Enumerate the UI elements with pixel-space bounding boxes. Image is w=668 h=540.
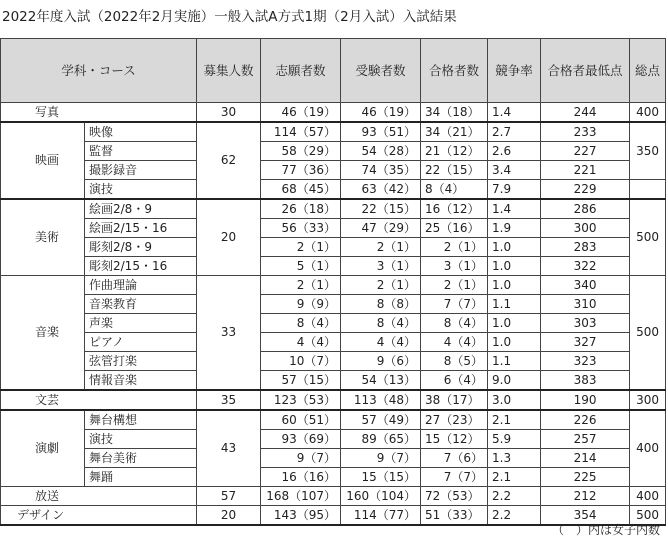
examinees-cell: 57（49） bbox=[341, 410, 421, 430]
min-score-cell: 212 bbox=[541, 487, 630, 506]
min-score-cell: 300 bbox=[541, 219, 630, 238]
ratio-cell: 5.9 bbox=[488, 430, 541, 449]
dept-cell: 音楽 bbox=[1, 276, 85, 391]
examinees-cell: 3（1） bbox=[341, 257, 421, 276]
course-cell: 演技 bbox=[85, 430, 197, 449]
passed-cell: 8（4） bbox=[421, 180, 488, 200]
min-score-cell: 225 bbox=[541, 468, 630, 487]
course-cell: 音楽教育 bbox=[85, 295, 197, 314]
course-cell: 作曲理論 bbox=[85, 276, 197, 295]
course-cell: 彫刻2/15・16 bbox=[85, 257, 197, 276]
page-title: 2022年度入試（2022年2月実施）一般入試A方式1期（2月入試）入試結果 bbox=[2, 9, 457, 25]
table-row bbox=[1, 449, 666, 468]
total-cell: 400 bbox=[630, 487, 666, 506]
passed-cell: 22（15） bbox=[421, 161, 488, 180]
examinees-cell: 15（15） bbox=[341, 468, 421, 487]
course-cell: 舞踊 bbox=[85, 468, 197, 487]
min-score-cell: 354 bbox=[541, 506, 630, 526]
min-score-cell: 322 bbox=[541, 257, 630, 276]
course-cell: 演技 bbox=[85, 180, 197, 200]
applicants-cell: 9（7） bbox=[261, 449, 341, 468]
min-score-cell: 286 bbox=[541, 199, 630, 219]
total-cell: 500 bbox=[630, 276, 666, 391]
examinees-cell: 74（35） bbox=[341, 161, 421, 180]
capacity-cell: 62 bbox=[197, 122, 261, 199]
total-cell: 300 bbox=[630, 390, 666, 410]
passed-cell: 38（17） bbox=[421, 390, 488, 410]
dept-cell: 文芸 bbox=[1, 390, 197, 410]
applicants-cell: 56（33） bbox=[261, 219, 341, 238]
passed-cell: 8（5） bbox=[421, 352, 488, 371]
examinees-cell: 9（7） bbox=[341, 449, 421, 468]
applicants-cell: 16（16） bbox=[261, 468, 341, 487]
table-row bbox=[1, 180, 666, 200]
examinees-cell: 89（65） bbox=[341, 430, 421, 449]
ratio-cell: 1.0 bbox=[488, 257, 541, 276]
table-row bbox=[1, 314, 666, 333]
total-cell: 350 bbox=[630, 122, 666, 180]
capacity-cell: 57 bbox=[197, 487, 261, 506]
course-cell: 映像 bbox=[85, 122, 197, 142]
ratio-cell: 1.4 bbox=[488, 199, 541, 219]
min-score-cell: 244 bbox=[541, 103, 630, 123]
course-cell: 声楽 bbox=[85, 314, 197, 333]
applicants-cell: 93（69） bbox=[261, 430, 341, 449]
course-cell: ピアノ bbox=[85, 333, 197, 352]
examinees-cell: 63（42） bbox=[341, 180, 421, 200]
passed-cell: 7（7） bbox=[421, 295, 488, 314]
passed-cell: 72（53） bbox=[421, 487, 488, 506]
min-score-cell: 310 bbox=[541, 295, 630, 314]
capacity-cell: 43 bbox=[197, 410, 261, 487]
passed-cell: 8（4） bbox=[421, 314, 488, 333]
examinees-cell: 22（15） bbox=[341, 199, 421, 219]
examinees-cell: 54（28） bbox=[341, 142, 421, 161]
capacity-cell: 30 bbox=[197, 103, 261, 123]
table-row bbox=[1, 103, 666, 123]
total-cell: 400 bbox=[630, 103, 666, 123]
passed-cell: 16（12） bbox=[421, 199, 488, 219]
passed-cell: 34（21） bbox=[421, 122, 488, 142]
passed-cell: 15（12） bbox=[421, 430, 488, 449]
table-row bbox=[1, 122, 666, 142]
table-row bbox=[1, 430, 666, 449]
results-table bbox=[0, 38, 666, 526]
applicants-cell: 5（1） bbox=[261, 257, 341, 276]
capacity-cell: 33 bbox=[197, 276, 261, 391]
table-row bbox=[1, 468, 666, 487]
header-applicants: 志願者数 bbox=[261, 39, 341, 103]
passed-cell: 3（1） bbox=[421, 257, 488, 276]
course-cell: 絵画2/15・16 bbox=[85, 219, 197, 238]
passed-cell: 34（18） bbox=[421, 103, 488, 123]
course-cell: 舞台構想 bbox=[85, 410, 197, 430]
total-cell: 400 bbox=[630, 410, 666, 487]
table-row bbox=[1, 238, 666, 257]
total-cell bbox=[630, 180, 666, 200]
applicants-cell: 4（4） bbox=[261, 333, 341, 352]
capacity-cell: 35 bbox=[197, 390, 261, 410]
capacity-cell: 20 bbox=[197, 199, 261, 276]
applicants-cell: 168（107） bbox=[261, 487, 341, 506]
min-score-cell: 303 bbox=[541, 314, 630, 333]
min-score-cell: 226 bbox=[541, 410, 630, 430]
ratio-cell: 7.9 bbox=[488, 180, 541, 200]
header-examinees: 受験者数 bbox=[341, 39, 421, 103]
course-cell: 絵画2/8・9 bbox=[85, 199, 197, 219]
ratio-cell: 2.1 bbox=[488, 410, 541, 430]
ratio-cell: 1.9 bbox=[488, 219, 541, 238]
ratio-cell: 2.1 bbox=[488, 468, 541, 487]
applicants-cell: 114（57） bbox=[261, 122, 341, 142]
min-score-cell: 327 bbox=[541, 333, 630, 352]
table-row bbox=[1, 219, 666, 238]
min-score-cell: 190 bbox=[541, 390, 630, 410]
header-passed: 合格者数 bbox=[421, 39, 488, 103]
examinees-cell: 9（6） bbox=[341, 352, 421, 371]
examinees-cell: 8（4） bbox=[341, 314, 421, 333]
min-score-cell: 233 bbox=[541, 122, 630, 142]
ratio-cell: 2.6 bbox=[488, 142, 541, 161]
table-row bbox=[1, 333, 666, 352]
ratio-cell: 1.0 bbox=[488, 314, 541, 333]
passed-cell: 6（4） bbox=[421, 371, 488, 391]
course-cell: 監督 bbox=[85, 142, 197, 161]
min-score-cell: 229 bbox=[541, 180, 630, 200]
header-course: 学科・コース bbox=[1, 39, 197, 103]
applicants-cell: 77（36） bbox=[261, 161, 341, 180]
course-cell: 弦管打楽 bbox=[85, 352, 197, 371]
total-cell: 500 bbox=[630, 199, 666, 276]
dept-cell: 演劇 bbox=[1, 410, 85, 487]
ratio-cell: 1.0 bbox=[488, 333, 541, 352]
table-row bbox=[1, 410, 666, 430]
applicants-cell: 68（45） bbox=[261, 180, 341, 200]
applicants-cell: 46（19） bbox=[261, 103, 341, 123]
min-score-cell: 283 bbox=[541, 238, 630, 257]
applicants-cell: 57（15） bbox=[261, 371, 341, 391]
applicants-cell: 9（9） bbox=[261, 295, 341, 314]
course-cell: 彫刻2/8・9 bbox=[85, 238, 197, 257]
course-cell: 情報音楽 bbox=[85, 371, 197, 391]
passed-cell: 4（4） bbox=[421, 333, 488, 352]
dept-cell: デザイン bbox=[1, 506, 197, 526]
dept-cell: 美術 bbox=[1, 199, 85, 276]
course-cell: 舞台美術 bbox=[85, 449, 197, 468]
header-row bbox=[1, 39, 666, 103]
examinees-cell: 47（29） bbox=[341, 219, 421, 238]
footnote: （ ）内は女子内数 bbox=[551, 523, 660, 537]
header-ratio: 競争率 bbox=[488, 39, 541, 103]
applicants-cell: 2（1） bbox=[261, 276, 341, 295]
examinees-cell: 54（13） bbox=[341, 371, 421, 391]
table-row bbox=[1, 371, 666, 391]
table-row bbox=[1, 390, 666, 410]
ratio-cell: 1.0 bbox=[488, 276, 541, 295]
passed-cell: 51（33） bbox=[421, 506, 488, 526]
ratio-cell: 1.3 bbox=[488, 449, 541, 468]
dept-cell: 映画 bbox=[1, 122, 85, 199]
table-row bbox=[1, 142, 666, 161]
ratio-cell: 9.0 bbox=[488, 371, 541, 391]
applicants-cell: 10（7） bbox=[261, 352, 341, 371]
passed-cell: 2（1） bbox=[421, 276, 488, 295]
examinees-cell: 2（1） bbox=[341, 276, 421, 295]
dept-cell: 写真 bbox=[1, 103, 197, 123]
examinees-cell: 93（51） bbox=[341, 122, 421, 142]
table-row bbox=[1, 199, 666, 219]
table-row bbox=[1, 276, 666, 295]
min-score-cell: 383 bbox=[541, 371, 630, 391]
ratio-cell: 3.0 bbox=[488, 390, 541, 410]
examinees-cell: 4（4） bbox=[341, 333, 421, 352]
header-min-score: 合格者最低点 bbox=[541, 39, 630, 103]
capacity-cell: 20 bbox=[197, 506, 261, 526]
applicants-cell: 143（95） bbox=[261, 506, 341, 526]
passed-cell: 25（16） bbox=[421, 219, 488, 238]
min-score-cell: 257 bbox=[541, 430, 630, 449]
ratio-cell: 1.4 bbox=[488, 103, 541, 123]
applicants-cell: 58（29） bbox=[261, 142, 341, 161]
header-capacity: 募集人数 bbox=[197, 39, 261, 103]
min-score-cell: 221 bbox=[541, 161, 630, 180]
table-row bbox=[1, 487, 666, 506]
ratio-cell: 1.1 bbox=[488, 352, 541, 371]
examinees-cell: 46（19） bbox=[341, 103, 421, 123]
ratio-cell: 2.2 bbox=[488, 506, 541, 526]
examinees-cell: 2（1） bbox=[341, 238, 421, 257]
examinees-cell: 114（77） bbox=[341, 506, 421, 526]
ratio-cell: 2.7 bbox=[488, 122, 541, 142]
total-cell: 500 bbox=[630, 506, 666, 526]
applicants-cell: 2（1） bbox=[261, 238, 341, 257]
ratio-cell: 1.0 bbox=[488, 238, 541, 257]
passed-cell: 21（12） bbox=[421, 142, 488, 161]
examinees-cell: 8（8） bbox=[341, 295, 421, 314]
ratio-cell: 3.4 bbox=[488, 161, 541, 180]
applicants-cell: 8（4） bbox=[261, 314, 341, 333]
min-score-cell: 214 bbox=[541, 449, 630, 468]
examinees-cell: 113（48） bbox=[341, 390, 421, 410]
table-row bbox=[1, 352, 666, 371]
table-row bbox=[1, 257, 666, 276]
applicants-cell: 60（51） bbox=[261, 410, 341, 430]
passed-cell: 2（1） bbox=[421, 238, 488, 257]
table-row bbox=[1, 161, 666, 180]
dept-cell: 放送 bbox=[1, 487, 197, 506]
table-row bbox=[1, 295, 666, 314]
applicants-cell: 26（18） bbox=[261, 199, 341, 219]
ratio-cell: 1.1 bbox=[488, 295, 541, 314]
passed-cell: 27（23） bbox=[421, 410, 488, 430]
min-score-cell: 323 bbox=[541, 352, 630, 371]
examinees-cell: 160（104） bbox=[341, 487, 421, 506]
applicants-cell: 123（53） bbox=[261, 390, 341, 410]
passed-cell: 7（6） bbox=[421, 449, 488, 468]
ratio-cell: 2.2 bbox=[488, 487, 541, 506]
min-score-cell: 227 bbox=[541, 142, 630, 161]
min-score-cell: 340 bbox=[541, 276, 630, 295]
course-cell: 撮影録音 bbox=[85, 161, 197, 180]
passed-cell: 7（7） bbox=[421, 468, 488, 487]
header-total: 総点 bbox=[630, 39, 666, 103]
